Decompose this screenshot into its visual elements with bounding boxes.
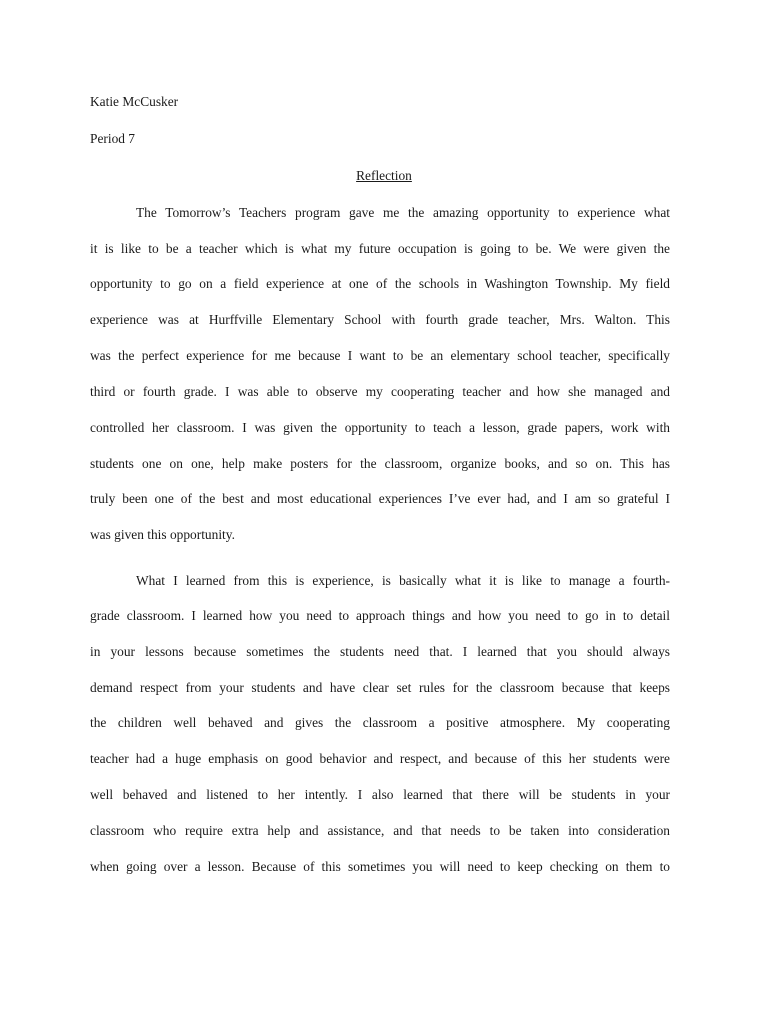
paragraph-2-line: the children well behaved and gives the classroom a positive atmosphere. My cooperating [90, 715, 670, 730]
paragraph-2-line: in your lessons because sometimes the students need that. I learned that you should always [90, 644, 670, 659]
paragraph-2-line: when going over a lesson. Because of this sometimes you will need to keep checking on them to [90, 859, 670, 874]
class-period: Period 7 [90, 131, 136, 146]
paragraph-1-line: students one on one, help make posters for the classroom, organize books, and so on. This has [90, 456, 670, 471]
paragraph-1-line: third or fourth grade. I was able to observe my cooperating teacher and how she managed and [90, 384, 670, 399]
author-name: Katie McCusker [90, 94, 179, 109]
paragraph-1-line: it is like to be a teacher which is what my future occupation is going to be. We were given the [90, 241, 670, 256]
paragraph-2-line: well behaved and listened to her intently. I also learned that there will be students in your [90, 787, 670, 802]
paragraph-1-line: truly been one of the best and most educational experiences I’ve ever had, and I am so grateful I [90, 491, 670, 506]
paragraph-2-line: classroom who require extra help and assistance, and that needs to be taken into consideration [90, 823, 670, 838]
paragraph-1-line: was the perfect experience for me because I want to be an elementary school teacher, specifically [90, 348, 670, 363]
paragraph-2-line: teacher had a huge emphasis on good behavior and respect, and because of this her students were [90, 751, 670, 766]
document-title: Reflection [356, 168, 412, 183]
paragraph-1-line: experience was at Hurffville Elementary School with fourth grade teacher, Mrs. Walton. This [90, 312, 670, 327]
paragraph-2-line: grade classroom. I learned how you need to approach things and how you need to go in to detail [90, 608, 670, 623]
paragraph-2-line: demand respect from your students and have clear set rules for the classroom because that keeps [90, 680, 670, 695]
paragraph-1-line: controlled her classroom. I was given the opportunity to teach a lesson, grade papers, work with [90, 420, 670, 435]
paragraph-1-line: opportunity to go on a field experience at one of the schools in Washington Township. My field [90, 276, 670, 291]
paragraph-1-line: was given this opportunity. [90, 527, 235, 542]
paragraph-2-line: What I learned from this is experience, is basically what it is like to manage a fourth- [136, 573, 670, 588]
paragraph-1-line: The Tomorrow’s Teachers program gave me the amazing opportunity to experience what [136, 205, 670, 220]
